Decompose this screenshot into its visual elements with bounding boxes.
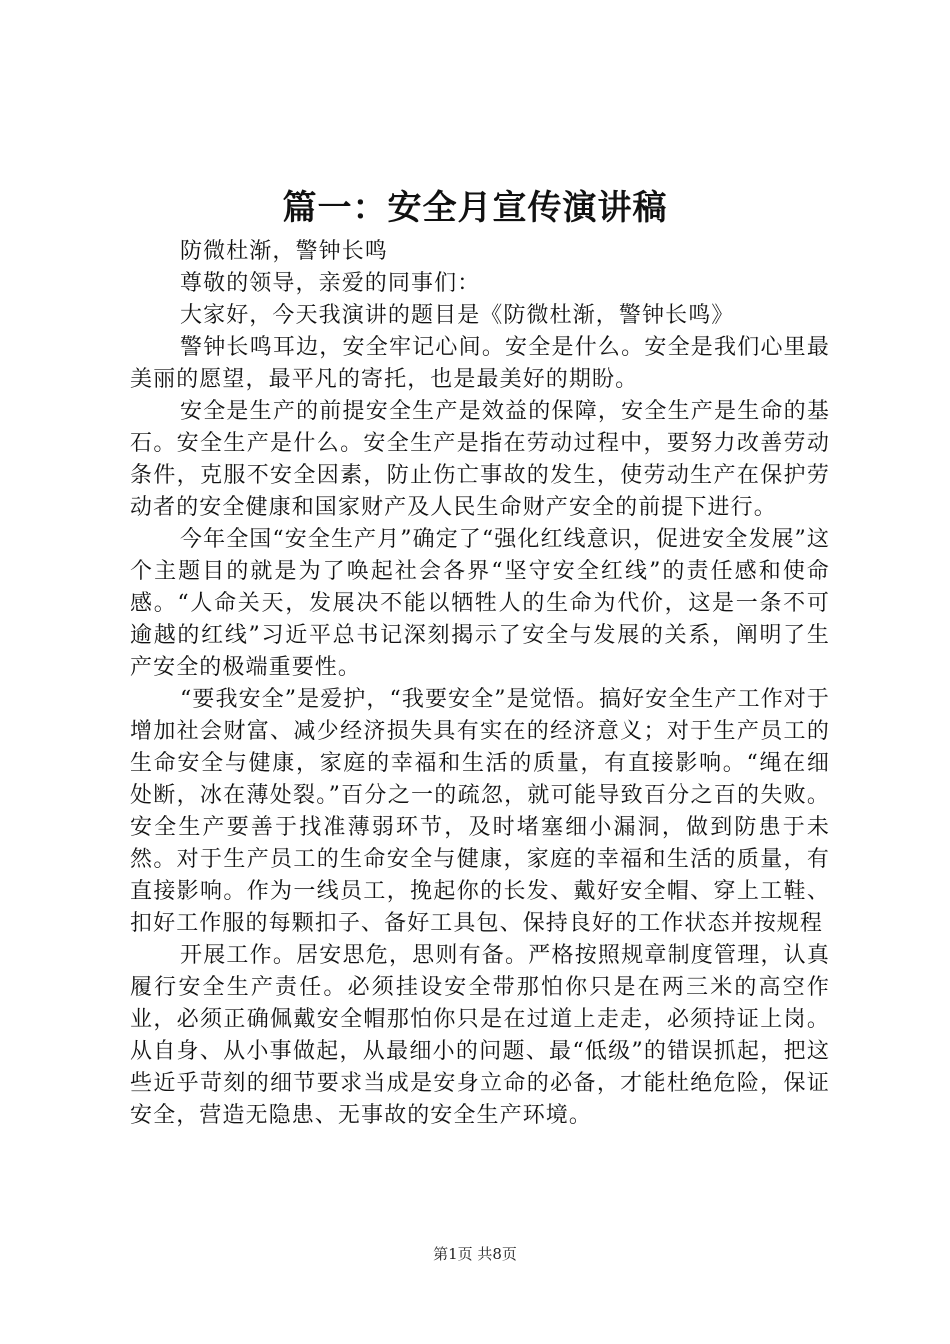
paragraph-body: “要我安全”是爱护，“我要安全”是觉悟。搞好安全生产工作对于增加社会财富、减少经济损失具有实在的经济意义；对于生产员工的生命安全与健康，家庭的幸福和生活的质量，有直接影响。“绳在细处断，冰在薄处裂。”百分之一的疏忽，就可能导致百分之百的失败。安全生产要善于找准薄弱环节，及时堵塞细小漏洞，做到防患于未然。对于生产员工的生命安全与健康，家庭的幸福和生活的质量，有直接影响。作为一线员工，挽起你的长发、戴好安全帽、穿上工鞋、扣好工作服的每颗扣子、备好工具包、保持良好的工作状态并按规程 <box>130 687 830 936</box>
document-body <box>130 236 830 1132</box>
paragraph-body: 安全是生产的前提安全生产是效益的保障，安全生产是生命的基石。安全生产是什么。安全生产是指在劳动过程中，要努力改善劳动条件，克服不安全因素，防止伤亡事故的发生，使劳动生产在保护劳动者的安全健康和国家财产及人民生命财产安全的前提下进行。 <box>130 399 830 520</box>
paragraph-body: 开展工作。居安思危，思则有备。严格按照规章制度管理，认真履行安全生产责任。必须挂设安全带那怕你只是在两三米的高空作业，必须正确佩戴安全帽那怕你只是在过道上走走，必须持证上岗。从自身、从小事做起，从最细小的问题、最“低级”的错误抓起，把这些近乎苛刻的细节要求当成是安身立命的必备，才能杜绝危险，保证安全，营造无隐患、无事故的安全生产环境。 <box>130 943 830 1128</box>
paragraph-subtitle: 防微杜渐，警钟长鸣 <box>180 239 388 264</box>
page-number-footer: 第1页 共8页 <box>433 1245 517 1263</box>
document-title: 篇一：安全月宣传演讲稿 <box>282 188 668 228</box>
paragraph-salutation: 尊敬的领导，亲爱的同事们： <box>180 271 481 296</box>
paragraph-greeting: 大家好，今天我演讲的题目是《防微杜渐，警钟长鸣》 <box>180 303 735 328</box>
paragraph-body: 警钟长鸣耳边，安全牢记心间。安全是什么。安全是我们心里最美丽的愿望，最平凡的寄托，也是最美好的期盼。 <box>130 335 830 392</box>
paragraph-body: 今年全国“安全生产月”确定了“强化红线意识，促进安全发展”这个主题目的就是为了唤起社会各界“坚守安全红线”的责任感和使命感。“人命关天，发展决不能以牺牲人的生命为代价，这是一条不可逾越的红线”习近平总书记深刻揭示了安全与发展的关系，阐明了生产安全的极端重要性。 <box>130 527 830 680</box>
